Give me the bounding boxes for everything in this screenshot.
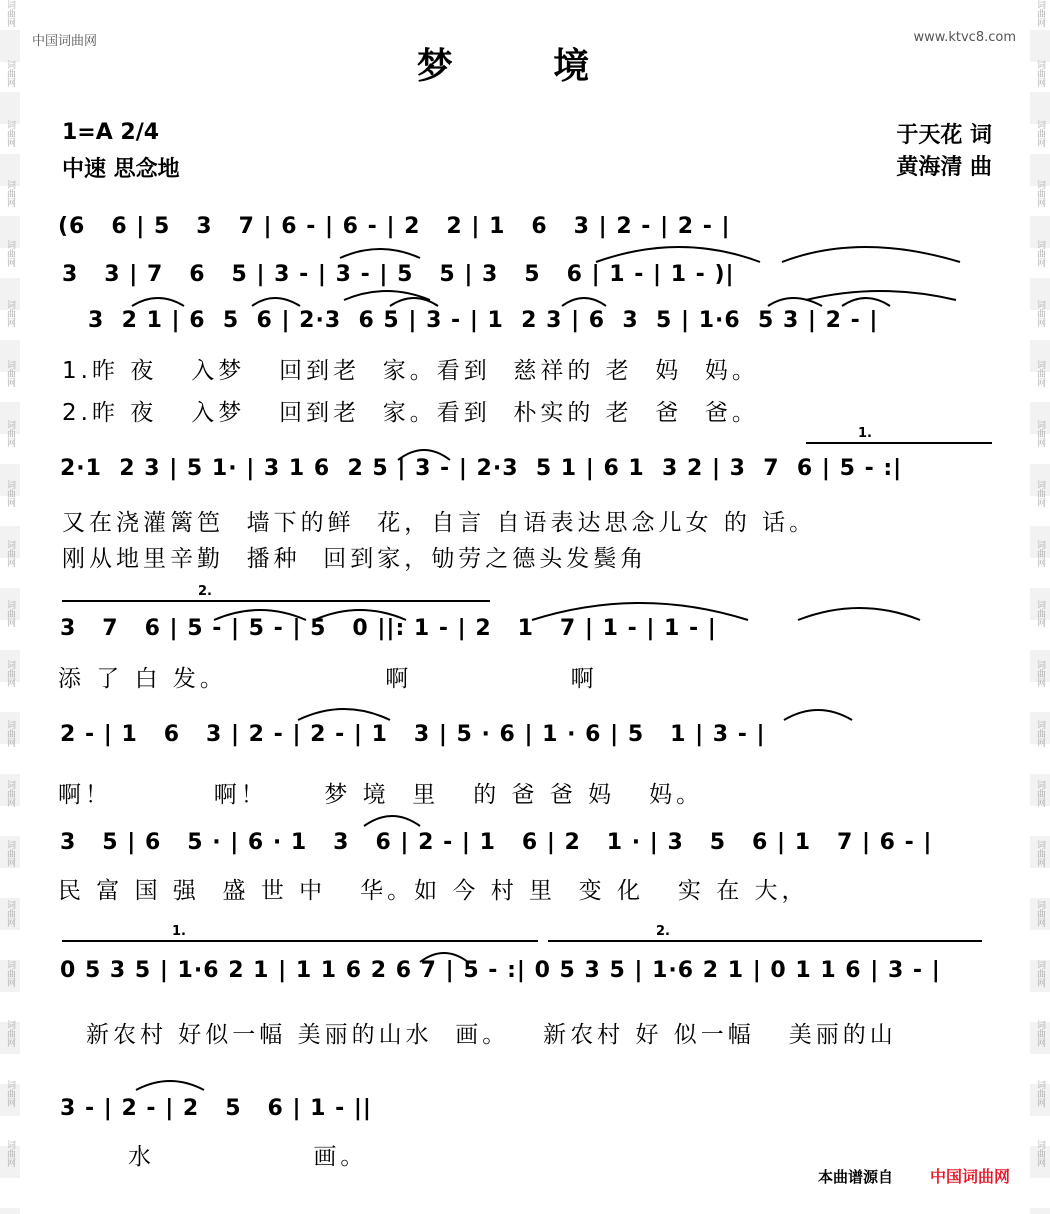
key-time-signature: 1=A 2/4 bbox=[62, 120, 160, 145]
volta-2-number-lower: 2. bbox=[656, 924, 670, 939]
lyric-line-6: 啊！ 啊！ 梦 境 里 的 爸 爸 妈 妈。 bbox=[58, 782, 704, 808]
notation-line-1: (6 6 | 5 3 7 | 6 - | 6 - | 2 2 | 1 6 3 | 2 - | 2 - | bbox=[58, 214, 731, 239]
notation-line-2: 3 3 | 7 6 5 | 3 - | 3 - | 5 5 | 3 5 6 | 1 - | 1 - )| bbox=[62, 262, 735, 287]
site-url-right: www.ktvc8.com bbox=[913, 30, 1016, 45]
notation-line-5: 3 7 6 | 5 - | 5 - | 5 0 ||: 1 - | 2 1 7 | 1 - | 1 - | bbox=[60, 616, 717, 641]
lyric-line-verse1-a: 1.昨 夜 入梦 回到老 家。看到 慈祥的 老 妈 妈。 bbox=[62, 358, 759, 384]
site-name-left: 中国词曲网 bbox=[32, 34, 98, 49]
brand-link[interactable]: 中国词曲网 bbox=[930, 1167, 1011, 1186]
notation-line-9: 3 - | 2 - | 2 5 6 | 1 - || bbox=[60, 1096, 372, 1121]
notation-line-7: 3 5 | 6 5 · | 6 · 1 3 6 | 2 - | 1 6 | 2 1 · | 3 5 6 | 1 7 | 6 - | bbox=[60, 830, 933, 855]
lyric-line-8: 新农村 好似一幅 美丽的山水 画。 新农村 好 似一幅 美丽的山 bbox=[86, 1022, 897, 1048]
side-watermark-text: 词曲网 词曲网 词曲网 词曲网 词曲网 词曲网 词曲网 词曲网 词曲网 词曲网 词曲网 词曲网 词曲网 词曲网 词曲网 词曲网 词曲网 词曲网 词曲网 词曲网 bbox=[1035, 0, 1045, 1167]
side-watermark-text: 词曲网 词曲网 词曲网 词曲网 词曲网 词曲网 词曲网 词曲网 词曲网 词曲网 词曲网 词曲网 词曲网 词曲网 词曲网 词曲网 词曲网 词曲网 词曲网 词曲网 bbox=[5, 0, 15, 1167]
volta-1-bracket-lower bbox=[62, 924, 538, 942]
source-label: 本曲谱源自 bbox=[818, 1168, 894, 1186]
lyricist-credit: 于天花 词 bbox=[896, 123, 992, 148]
volta-2-bracket bbox=[62, 584, 490, 602]
tempo-marking: 中速 思念地 bbox=[62, 157, 180, 182]
volta-1-number-lower: 1. bbox=[172, 924, 186, 939]
lyric-line-9: 水 画。 bbox=[128, 1144, 368, 1170]
volta-1-number: 1. bbox=[858, 426, 872, 441]
right-watermark-strip bbox=[1030, 0, 1050, 1214]
notation-line-4: 2·1 2 3 | 5 1· | 3 1 6 2 5 | 3 - | 2·3 5 1 | 6 1 3 2 | 3 7 6 | 5 - :| bbox=[60, 456, 903, 481]
notation-line-3: 3 2 1 | 6 5 6 | 2·3 6 5 | 3 - | 1 2 3 | 6 3 5 | 1·6 5 3 | 2 - | bbox=[88, 308, 879, 333]
volta-2-bracket-lower bbox=[548, 924, 982, 942]
lyric-line-verse1-b: 又在浇灌篱笆 墙下的鲜 花，自言 自语表达思念儿女 的 话。 bbox=[62, 510, 817, 536]
lyric-line-verse2-a: 2.昨 夜 入梦 回到老 家。看到 朴实的 老 爸 爸。 bbox=[62, 400, 759, 426]
lyric-line-verse2-b: 刚从地里辛勤 播种 回到家，劬劳之德头发鬓角 bbox=[62, 546, 648, 572]
lyric-line-7: 民 富 国 强 盛 世 中 华。如 今 村 里 变 化 实 在 大， bbox=[58, 878, 809, 904]
left-watermark-strip bbox=[0, 0, 20, 1214]
song-title: 梦 境 bbox=[416, 46, 634, 87]
notation-line-8: 0 5 3 5 | 1·6 2 1 | 1 1 6 2 6 7 | 5 - :| 0 5 3 5 | 1·6 2 1 | 0 1 1 6 | 3 - | bbox=[60, 958, 941, 983]
notation-line-6: 2 - | 1 6 3 | 2 - | 2 - | 1 3 | 5 · 6 | 1 · 6 | 5 1 | 3 - | bbox=[60, 722, 766, 747]
volta-1-bracket bbox=[806, 426, 992, 444]
volta-2-number: 2. bbox=[198, 584, 212, 599]
lyric-line-5: 添 了 白 发。 啊 啊 bbox=[58, 666, 598, 692]
composer-credit: 黄海清 曲 bbox=[896, 155, 992, 180]
